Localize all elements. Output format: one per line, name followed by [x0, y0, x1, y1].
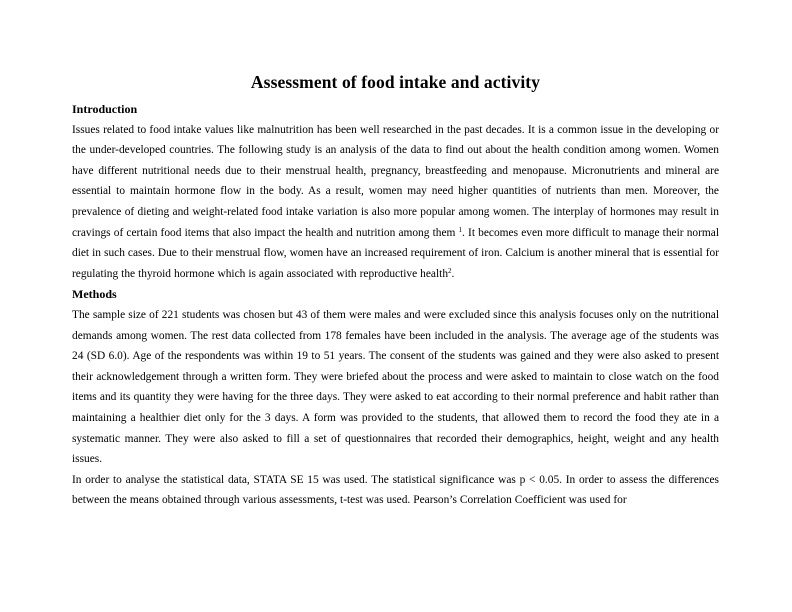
reference-superscript-1: 1	[458, 225, 463, 234]
document-page	[72, 70, 719, 511]
introduction-text-part-1: Issues related to food intake values like malnutrition has been well researched in the past decades. It is a common issue in the developing or the under-developed countries. The following study is an analysis of the data to find out about the health condition among women. Women have different nutritional needs due to their menstrual health, pregnancy, breastfeeding and menopause. Micronutrients and mineral are essential to maintain hormone flow in the body. As a result, women may need higher quantities of nutrients than men. Moreover, the prevalence of dieting and weight-related food intake variation is also more popular among women. The interplay of hormones may result in cravings of certain food items that also impact the health and nutrition among them	[72, 123, 719, 239]
document-title: Assessment of food intake and activity	[250, 72, 541, 92]
reference-superscript-2: 2	[448, 266, 452, 275]
methods-paragraph-2: In order to analyse the statistical data, STATA SE 15 was used. The statistical significance was p < 0.05. In order to assess the differences between the means obtained through various assessments, t-test was used. Pearson’s Correlation Coefficient was used for	[72, 473, 719, 507]
introduction-paragraph	[72, 120, 719, 285]
methods-paragraph-1: The sample size of 221 students was chosen but 43 of them were males and were excluded since this analysis focuses only on the nutritional demands among women. The rest data collected from 178 females have been included in the analysis. The average age of the students was 24 (SD 6.0). Age of the respondents was within 19 to 51 years. The consent of the students was gained and they were also asked to present their acknowledgement through a written form. They were briefed about the process and were asked to maintain to close watch on the food items and its quantity they were having for the three days. They were asked to eat according to their normal preference and habit rather than maintaining a healthier diet only for the 3 days. A form was provided to the students, that allowed them to record the food they ate in a systematic manner. They were also asked to fill a set of questionnaires that recorded their demographics, height, weight and any health issues.	[72, 308, 719, 466]
introduction-text-part-2: . It becomes even more difficult to manage their normal diet in such cases. Due to their menstrual flow, women have an increased requirement of iron. Calcium is another mineral that is essential for regulating the thyroid hormone which is again associated with reproductive health	[72, 226, 719, 280]
methods-heading: Methods	[72, 287, 117, 302]
introduction-text-part-3: .	[451, 267, 455, 280]
introduction-heading: Introduction	[72, 102, 138, 116]
